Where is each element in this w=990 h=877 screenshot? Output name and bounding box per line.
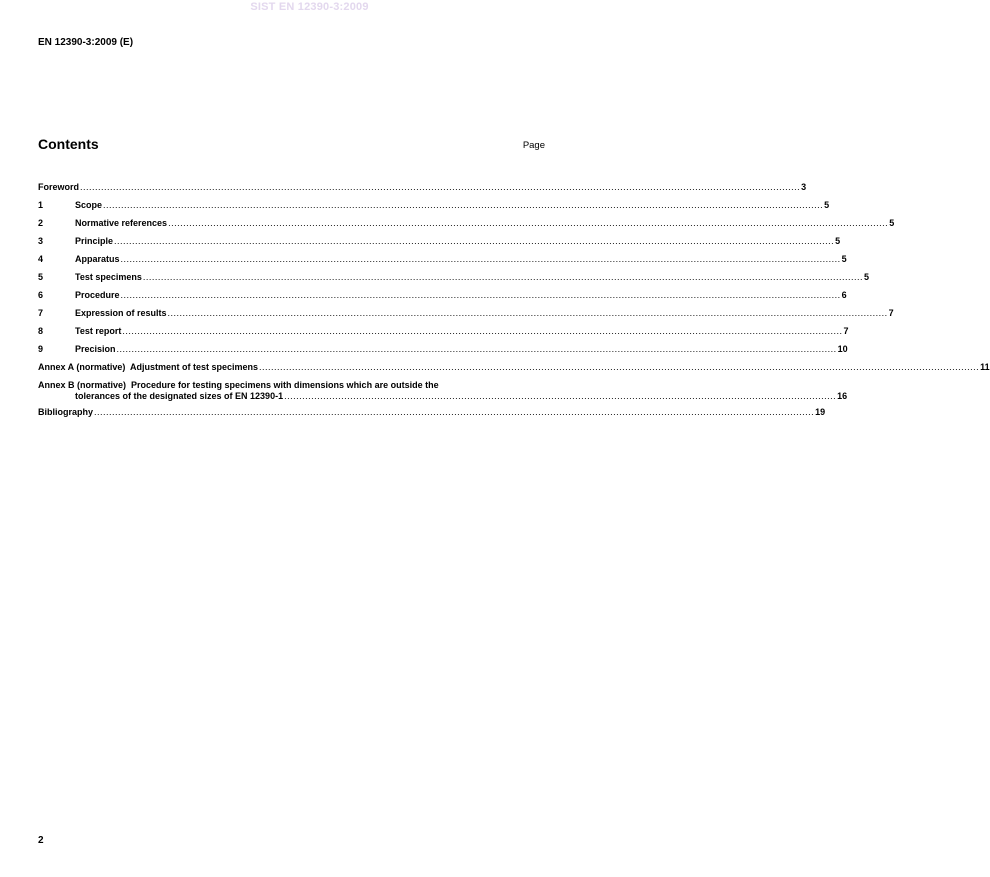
toc-entry-title: Expression of results: [75, 308, 167, 318]
toc-leader-dots: [94, 407, 814, 418]
toc-entry-title: Annex B (normative) Procedure for testing specimens with dimensions which are outside the: [38, 380, 439, 390]
toc-entry-page: 5: [824, 200, 830, 210]
toc-leader-dots: [121, 254, 841, 265]
toc-leader-dots: [80, 182, 800, 193]
toc-entry-title: Scope: [75, 200, 103, 210]
page-number: 2: [38, 835, 44, 846]
toc-entry-page: 11: [980, 362, 990, 372]
toc-entry-title: Normative references: [75, 218, 168, 228]
toc-entry-foreword[interactable]: [38, 175, 807, 193]
toc-entry-bibliography[interactable]: [38, 402, 826, 418]
toc-entry-normative-references[interactable]: [38, 211, 895, 229]
toc-entry-title: Foreword: [38, 182, 80, 192]
toc-entry-test-report[interactable]: [38, 319, 849, 337]
toc-entry-page: 6: [841, 290, 847, 300]
toc-entry-title: Bibliography: [38, 407, 94, 417]
toc-entry-precision[interactable]: [38, 337, 848, 355]
toc-entry-title: Test report: [75, 326, 122, 336]
toc-entry-page: 5: [835, 236, 841, 246]
toc-leader-dots: [143, 272, 863, 283]
toc-entry-page: 16: [837, 391, 848, 401]
toc-entry-procedure[interactable]: [38, 283, 847, 301]
toc-entry-number: 8: [38, 326, 44, 336]
toc-entry-title: Test specimens: [75, 272, 142, 282]
contents-title: Contents: [38, 136, 99, 152]
watermark: SIST EN 12390-3:2009: [250, 1, 369, 13]
toc-entry-test-specimens[interactable]: [38, 265, 870, 283]
toc-leader-dots: [168, 308, 888, 319]
toc-entry-number: 5: [38, 272, 44, 282]
toc-entry-title-continued: tolerances of the designated sizes of EN 12390-1: [75, 391, 284, 401]
toc-entry-title: Apparatus: [75, 254, 120, 264]
toc-entry-title: Procedure: [75, 290, 120, 300]
toc-entry-title: Annex A (normative) Adjustment of test specimens: [38, 362, 259, 372]
toc-entry-number: 3: [38, 236, 44, 246]
toc-entry-page: 10: [837, 344, 848, 354]
toc-entry-page: 7: [888, 308, 894, 318]
toc-entry-number: 2: [38, 218, 44, 228]
toc-leader-dots: [117, 344, 837, 355]
toc-entry-annex-a[interactable]: [38, 355, 990, 373]
toc-entry-number: 6: [38, 290, 44, 300]
toc-entry-expression-of-results[interactable]: [38, 301, 894, 319]
toc-entry-page: 5: [864, 272, 870, 282]
toc-entry-page: 5: [889, 218, 895, 228]
document-id: EN 12390-3:2009 (E): [38, 37, 134, 48]
toc-leader-dots: [121, 290, 841, 301]
toc-leader-dots: ........................................................................................................................................................................................: [284, 391, 837, 401]
toc-entry-number: 4: [38, 254, 44, 264]
toc-entry-apparatus[interactable]: [38, 247, 847, 265]
toc-leader-dots: [103, 200, 823, 211]
toc-entry-scope[interactable]: [38, 193, 830, 211]
toc-entry-title: Principle: [75, 236, 114, 246]
toc-entry-page: 19: [815, 407, 826, 417]
toc-leader-dots: [168, 218, 888, 229]
page-column-label: Page: [522, 140, 545, 151]
toc-entry-title: Precision: [75, 344, 116, 354]
toc-leader-dots: [114, 236, 834, 247]
toc-entry-number: 1: [38, 200, 44, 210]
toc-entry-page: 7: [843, 326, 849, 336]
toc-leader-dots: [122, 326, 842, 337]
toc-entry-page: 5: [841, 254, 847, 264]
toc-entry-page: 3: [801, 182, 807, 192]
toc-entry-number: 7: [38, 308, 44, 318]
toc-leader-dots: [259, 362, 979, 373]
toc-entry-annex-b[interactable]: [38, 380, 848, 402]
table-of-contents: [38, 175, 990, 418]
toc-entry-principle[interactable]: [38, 229, 841, 247]
toc-entry-number: 9: [38, 344, 44, 354]
